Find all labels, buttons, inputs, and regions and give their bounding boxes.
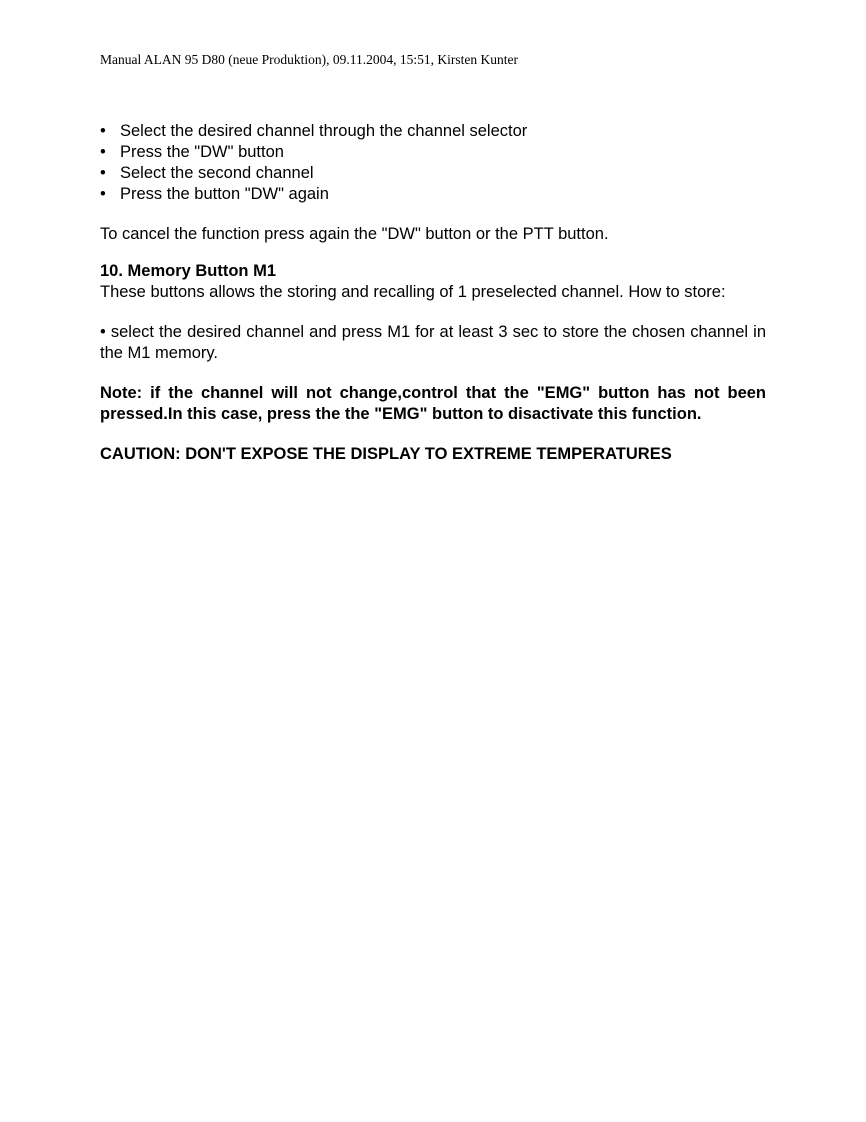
bullet-icon: • [100, 122, 106, 140]
note-paragraph: Note: if the channel will not change,control that the "EMG" button has not been pressed.In this case, press the the "EMG" button to disactivate this function. [100, 384, 766, 423]
dual-watch-steps-list [100, 121, 766, 205]
list-item-text: Press the button "DW" again [120, 185, 329, 203]
store-instruction: • select the desired channel and press M1 for at least 3 sec to store the chosen channel in the M1 memory. [100, 323, 766, 362]
bullet-icon: • [100, 185, 106, 203]
list-item [100, 121, 766, 142]
list-item [100, 142, 766, 163]
section-intro: These buttons allows the storing and recalling of 1 preselected channel. How to store: [100, 283, 726, 301]
list-item-text: Press the "DW" button [120, 143, 284, 161]
running-header: Manual ALAN 95 D80 (neue Produktion), 09.11.2004, 15:51, Kirsten Kunter [100, 52, 518, 67]
list-item-text: Select the second channel [120, 164, 314, 182]
bullet-icon: • [100, 164, 106, 182]
list-item [100, 184, 766, 205]
cancel-instruction: To cancel the function press again the "DW" button or the PTT button. [100, 225, 609, 243]
section-heading: 10. Memory Button M1 [100, 262, 277, 280]
caution-warning: CAUTION: DON'T EXPOSE THE DISPLAY TO EXTREME TEMPERATURES [100, 445, 672, 463]
page-body [100, 121, 766, 465]
list-item [100, 163, 766, 184]
list-item-text: Select the desired channel through the channel selector [120, 122, 528, 140]
bullet-icon: • [100, 143, 106, 161]
